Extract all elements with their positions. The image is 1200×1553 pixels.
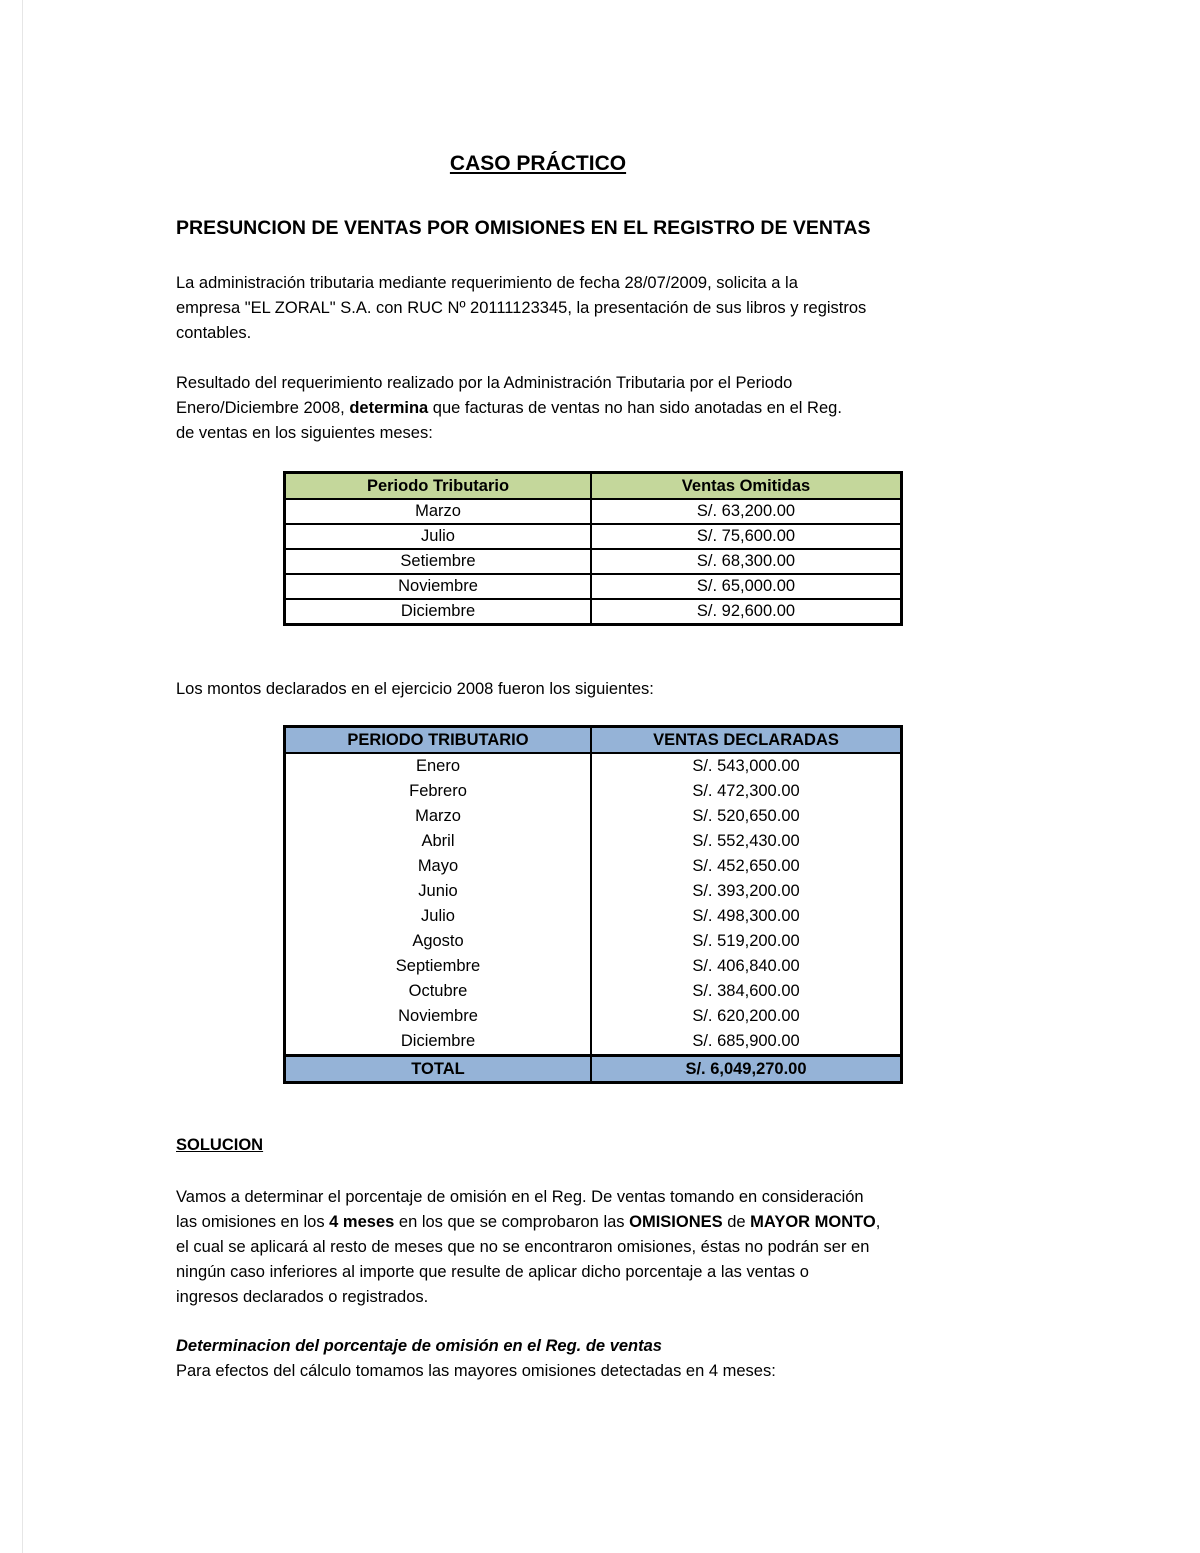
table-row	[285, 549, 902, 574]
table-row	[285, 979, 902, 1004]
document-title: CASO PRÁCTICO	[449, 152, 627, 175]
period-cell: Noviembre	[285, 574, 592, 599]
period-cell: Octubre	[285, 979, 592, 1004]
table-row	[285, 1004, 902, 1029]
table-row	[285, 854, 902, 879]
amount-cell: S/. 75,600.00	[591, 524, 902, 549]
period-cell: Noviembre	[285, 1004, 592, 1029]
table-row	[285, 954, 902, 979]
table-row	[285, 499, 902, 524]
amount-cell: S/. 472,300.00	[692, 782, 800, 800]
period-cell: Julio	[285, 904, 592, 929]
period-cell: Septiembre	[285, 954, 592, 979]
period-cell: Abril	[285, 829, 592, 854]
table-row	[285, 779, 902, 804]
period-cell: Junio	[285, 879, 592, 904]
table-total-row: TOTAL S/. 6,049,270.00	[285, 1056, 902, 1083]
intro-paragraph: La administración tributaria mediante requerimiento de fecha 28/07/2009, solicita a la empresa "EL ZORAL" S.A. con RUC Nº 20111123345, la presentación de sus libros y registros contables.	[176, 274, 867, 342]
table-row	[285, 879, 902, 904]
period-cell: Agosto	[285, 929, 592, 954]
period-cell: Enero	[285, 753, 592, 779]
amount-cell: S/. 63,200.00	[591, 499, 902, 524]
table-header-row: PERIODO TRIBUTARIO VENTAS DECLARADAS	[285, 727, 902, 754]
table-row	[285, 904, 902, 929]
period-cell: Diciembre	[285, 1029, 592, 1056]
omitted-sales-table	[283, 471, 903, 626]
table-row	[285, 574, 902, 599]
result-paragraph: Resultado del requerimiento realizado por la Administración Tributaria por el Periodo Enero/Diciembre 2008, determina que facturas de ventas no han sido anotadas en el Reg. de ventas en los siguientes meses:	[176, 374, 842, 442]
table-row	[285, 599, 902, 625]
period-cell: Mayo	[285, 854, 592, 879]
amount-cell: S/. 384,600.00	[692, 982, 800, 1000]
declared-intro: Los montos declarados en el ejercicio 2008 fueron los siguientes:	[176, 680, 654, 698]
amount-cell: S/. 498,300.00	[692, 907, 800, 925]
amount-cell: S/. 68,300.00	[591, 549, 902, 574]
calculation-subheading: Determinacion del porcentaje de omisión en el Reg. de ventas	[176, 1337, 662, 1355]
table-row	[285, 929, 902, 954]
table-header-row: Periodo Tributario Ventas Omitidas	[285, 473, 902, 500]
table-row	[285, 804, 902, 829]
amount-cell: S/. 543,000.00	[692, 757, 800, 775]
amount-cell: S/. 519,200.00	[692, 932, 800, 950]
amount-cell: S/. 685,900.00	[692, 1032, 800, 1050]
amount-cell: S/. 92,600.00	[591, 599, 902, 625]
amount-cell: S/. 552,430.00	[692, 832, 800, 850]
declared-sales-table	[283, 725, 903, 1084]
solution-paragraph: Vamos a determinar el porcentaje de omisión en el Reg. De ventas tomando en consideración las omisiones en los 4 meses en los que se comprobaron las OMISIONES de MAYOR MONTO, el cual se aplicará al resto de meses que no se encontraron omisiones, éstas no podrán ser en ningún caso inferiores al importe que resulte de aplicar dicho porcentaje a las ventas o ingresos declarados o registrados.	[176, 1188, 881, 1306]
table-row	[285, 1029, 902, 1056]
table-row	[285, 753, 902, 779]
section-heading: PRESUNCION DE VENTAS POR OMISIONES EN EL REGISTRO DE VENTAS	[176, 217, 871, 239]
amount-cell: S/. 65,000.00	[591, 574, 902, 599]
period-cell: Setiembre	[285, 549, 592, 574]
period-cell: Marzo	[285, 804, 592, 829]
amount-cell: S/. 406,840.00	[692, 957, 800, 975]
solution-heading: SOLUCION	[176, 1136, 264, 1154]
amount-cell: S/. 520,650.00	[692, 807, 800, 825]
period-cell: Marzo	[285, 499, 592, 524]
calculation-intro: Para efectos del cálculo tomamos las mayores omisiones detectadas en 4 meses:	[176, 1362, 776, 1380]
amount-cell: S/. 620,200.00	[692, 1007, 800, 1025]
period-cell: Febrero	[285, 779, 592, 804]
period-cell: Diciembre	[285, 599, 592, 625]
amount-cell: S/. 452,650.00	[692, 857, 800, 875]
table-row	[285, 524, 902, 549]
amount-cell: S/. 393,200.00	[692, 882, 800, 900]
period-cell: Julio	[285, 524, 592, 549]
table-row	[285, 829, 902, 854]
